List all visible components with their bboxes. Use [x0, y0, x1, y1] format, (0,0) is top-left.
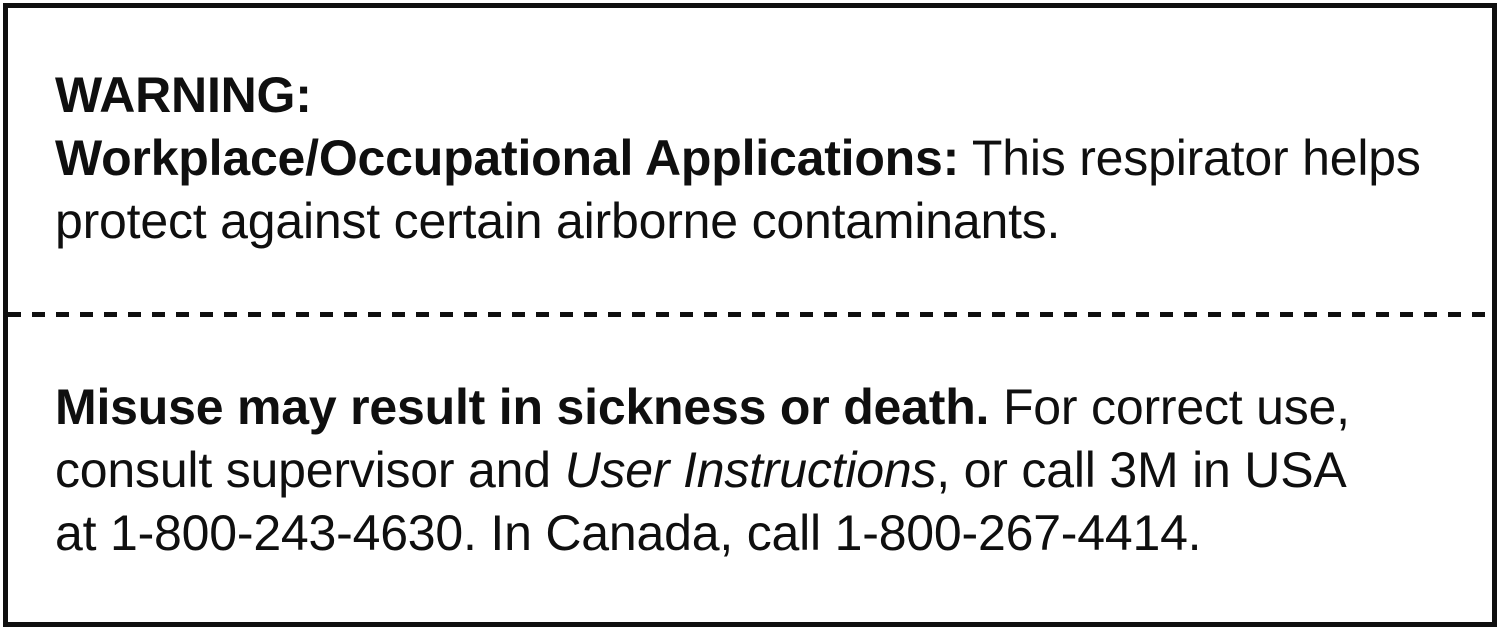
- consult-pre-text: consult supervisor and: [55, 442, 565, 498]
- applications-line-1: [55, 127, 1421, 190]
- workplace-warning-section: [55, 64, 1421, 253]
- applications-line-2: protect against certain airborne contaminants.: [55, 193, 1061, 249]
- user-instructions-italic-text: User Instructions: [564, 442, 937, 498]
- warning-heading: WARNING:: [55, 67, 312, 123]
- applications-rest-text: This respirator helps: [959, 130, 1421, 186]
- applications-lead-text: Workplace/Occupational Applications:: [55, 130, 960, 186]
- misuse-rest-text: For correct use,: [989, 379, 1350, 435]
- dashed-divider: [8, 312, 1492, 317]
- consult-post-text: , or call 3M in USA: [936, 442, 1347, 498]
- misuse-line-1: [55, 376, 1350, 439]
- phone-numbers-line: at 1-800-243-4630. In Canada, call 1-800-267-4414.: [55, 505, 1202, 561]
- misuse-lead-text: Misuse may result in sickness or death.: [55, 379, 990, 435]
- misuse-line-2: [55, 439, 1350, 502]
- misuse-warning-section: [55, 376, 1350, 565]
